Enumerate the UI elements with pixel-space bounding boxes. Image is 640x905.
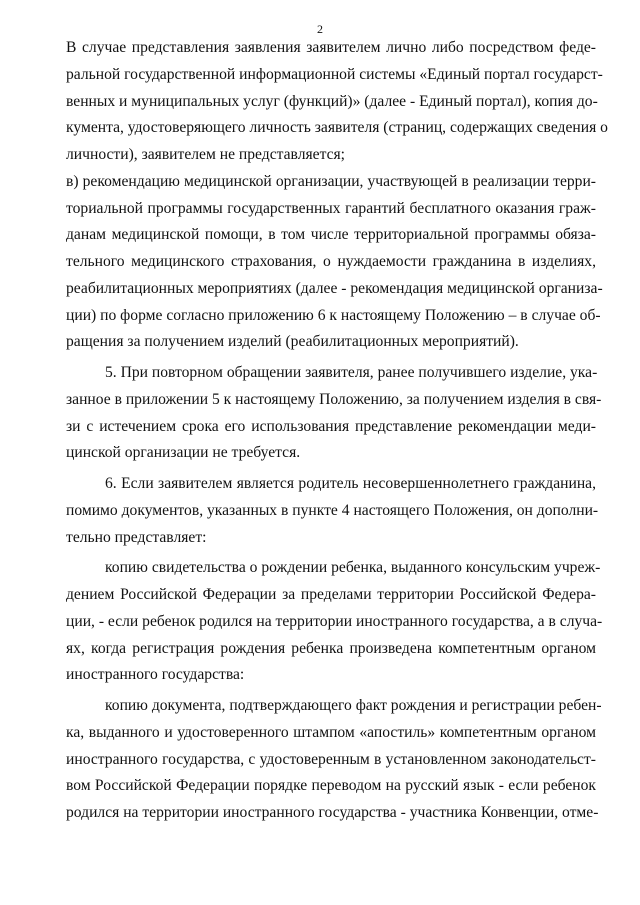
text-line: ях, когда регистрация рождения ребенка произведена компетентным органом [66, 639, 596, 657]
text-line: В случае представления заявления заявителем лично либо посредством феде- [66, 39, 596, 56]
text-line: занное в приложении 5 к настоящему Положению, за получением изделия в свя- [66, 390, 602, 408]
text-line: ции, - если ребенок родился на территории иностранного государства, а в случа- [66, 612, 603, 630]
text-line: ращения за получением изделий (реабилитационных мероприятий). [66, 333, 519, 351]
text-line: кумента, удостоверяющего личность заявителя (страниц, содержащих сведения о [66, 119, 608, 137]
text-line: данам медицинской помощи, в том числе территориальной программы обяза- [66, 226, 596, 244]
paragraph-item-v [66, 169, 603, 356]
text-line: тельного медицинского страхования, о нуждаемости гражданина в изделиях, [66, 253, 596, 270]
text-line: личности), заявителем не представляется; [66, 146, 346, 163]
paragraph-point-6 [66, 471, 599, 551]
text-line: 5. При повторном обращении заявителя, ранее получившего изделие, ука- [105, 364, 598, 381]
text-line: 6. Если заявителем является родитель несовершеннолетнего гражданина, [105, 475, 596, 492]
text-line: копию документа, подтверждающего факт рождения и регистрации ребен- [105, 697, 602, 714]
text-line: зи с истечением срока его использования представление рекомендации меди- [66, 417, 596, 435]
paragraph-apostille-document [66, 693, 602, 827]
text-line: дением Российской Федерации за пределами территории Российской Федера- [66, 586, 596, 603]
paragraph-personal-submission [66, 35, 608, 169]
text-line: помимо документов, указанных в пункте 4 настоящего Положения, он дополни- [66, 501, 599, 519]
page-number: 2 [317, 22, 323, 36]
text-line: иностранного государства, с удостоверенным в установленном законодательст- [66, 750, 596, 768]
text-line: цинской организации не требуется. [66, 444, 301, 462]
paragraph-birth-certificate [66, 555, 603, 689]
text-line: ка, выданного и удостоверенного штампом «апостиль» компетентным органом [66, 723, 596, 741]
text-line: венных и муниципальных услуг (функций)» (далее - Единый портал), копия до- [66, 92, 598, 110]
text-line: тельно представляет: [66, 528, 207, 546]
text-line: реабилитационных мероприятиях (далее - рекомендация медицинской организа- [66, 279, 603, 297]
text-line: родился на территории иностранного государства - участника Конвенции, отме- [66, 804, 599, 821]
text-line: вом Российской Федерации порядке переводом на русский язык - если ребенок [66, 777, 596, 795]
paragraph-point-5 [66, 360, 602, 467]
text-line: ториальной программы государственных гарантий бесплатного оказания граж- [66, 199, 596, 217]
text-line: в) рекомендацию медицинской организации, участвующей в реализации терри- [66, 172, 596, 190]
text-line: ральной государственной информационной системы «Единый портал государст- [66, 65, 603, 83]
text-line: ции) по форме согласно приложению 6 к настоящему Положению – в случае об- [66, 306, 601, 324]
text-line: иностранного государства: [66, 666, 245, 684]
document-body [66, 35, 608, 827]
text-line: копию свидетельства о рождении ребенка, выданного консульским учреж- [105, 559, 601, 577]
